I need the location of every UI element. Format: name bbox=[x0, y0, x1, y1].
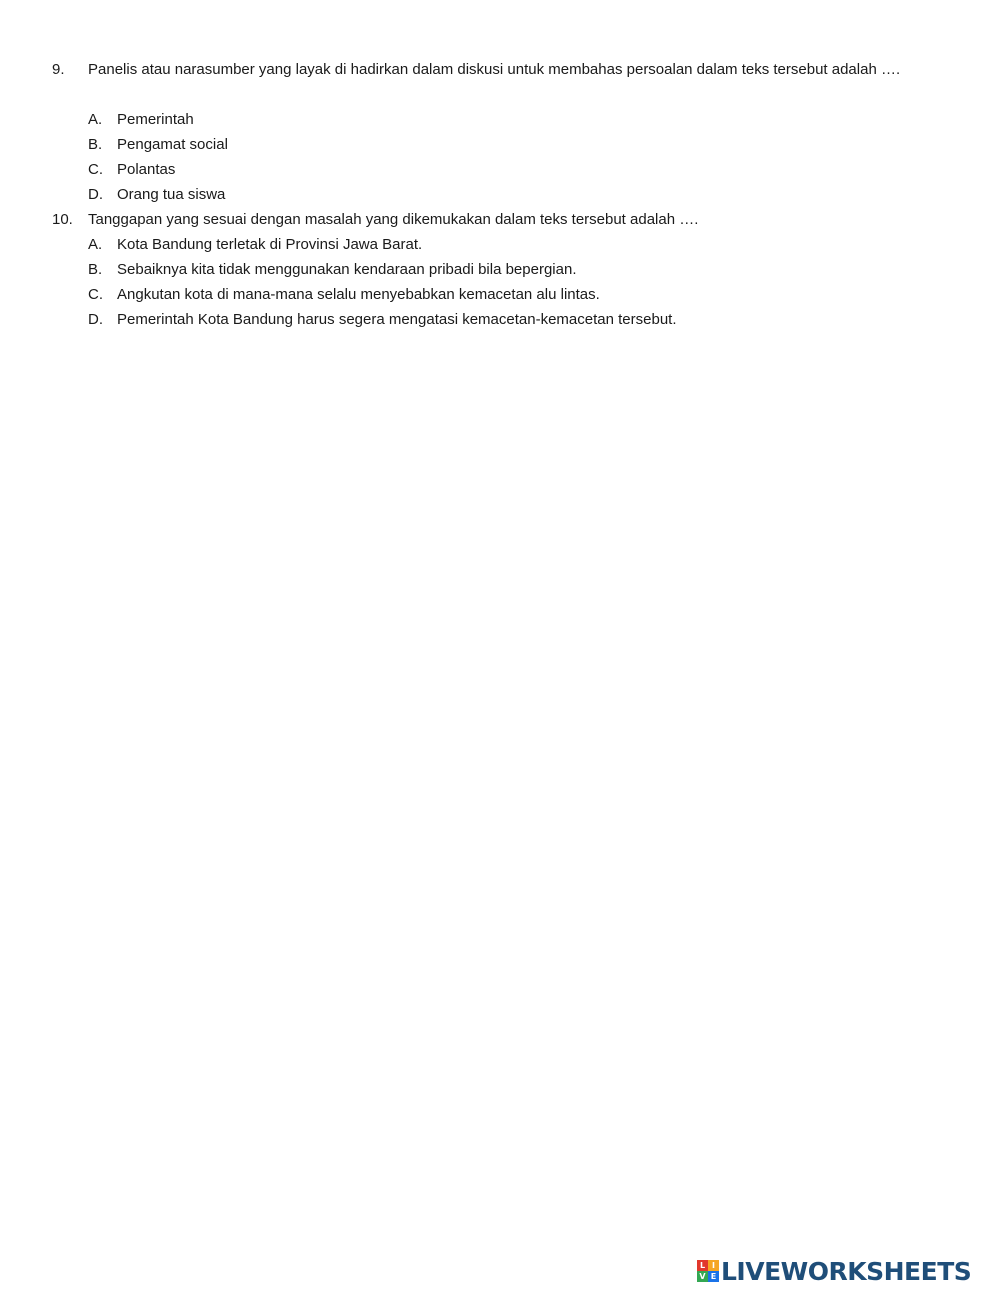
question-10 bbox=[52, 207, 952, 337]
logo-cell-i: I bbox=[708, 1260, 719, 1271]
option-letter: D. bbox=[88, 186, 103, 203]
question-number: 9. bbox=[52, 61, 65, 78]
logo-cell-v: V bbox=[697, 1271, 708, 1282]
logo-mark-icon bbox=[697, 1260, 719, 1282]
option-text: Kota Bandung terletak di Provinsi Jawa Barat. bbox=[117, 236, 423, 253]
option-text: Angkutan kota di mana-mana selalu menyebabkan kemacetan alu lintas. bbox=[117, 286, 600, 303]
option-letter: B. bbox=[88, 261, 103, 278]
option-text: Pengamat social bbox=[117, 136, 228, 153]
question-number: 10. bbox=[52, 211, 73, 228]
logo-wordmark: LIVEWORKSHEETS bbox=[721, 1256, 972, 1286]
liveworksheets-logo bbox=[697, 1256, 971, 1286]
option-text: Orang tua siswa bbox=[117, 186, 226, 203]
option-letter: B. bbox=[88, 136, 103, 153]
question-9 bbox=[52, 57, 952, 207]
option-letter: D. bbox=[88, 311, 103, 328]
option-letter: C. bbox=[88, 161, 103, 178]
option-letter: A. bbox=[88, 111, 103, 128]
option-letter: A. bbox=[88, 236, 103, 253]
question-text: Panelis atau narasumber yang layak di hadirkan dalam diskusi untuk membahas persoalan dalam teks tersebut adalah …. bbox=[88, 61, 901, 78]
option-text: Pemerintah Kota Bandung harus segera mengatasi kemacetan-kemacetan tersebut. bbox=[117, 311, 677, 328]
option-text: Polantas bbox=[117, 161, 176, 178]
question-text: Tanggapan yang sesuai dengan masalah yang dikemukakan dalam teks tersebut adalah …. bbox=[88, 211, 699, 228]
logo-cell-e: E bbox=[708, 1271, 719, 1282]
option-letter: C. bbox=[88, 286, 103, 303]
option-text: Pemerintah bbox=[117, 111, 194, 128]
option-text: Sebaiknya kita tidak menggunakan kendaraan pribadi bila bepergian. bbox=[117, 261, 577, 278]
logo-cell-l: L bbox=[697, 1260, 708, 1271]
